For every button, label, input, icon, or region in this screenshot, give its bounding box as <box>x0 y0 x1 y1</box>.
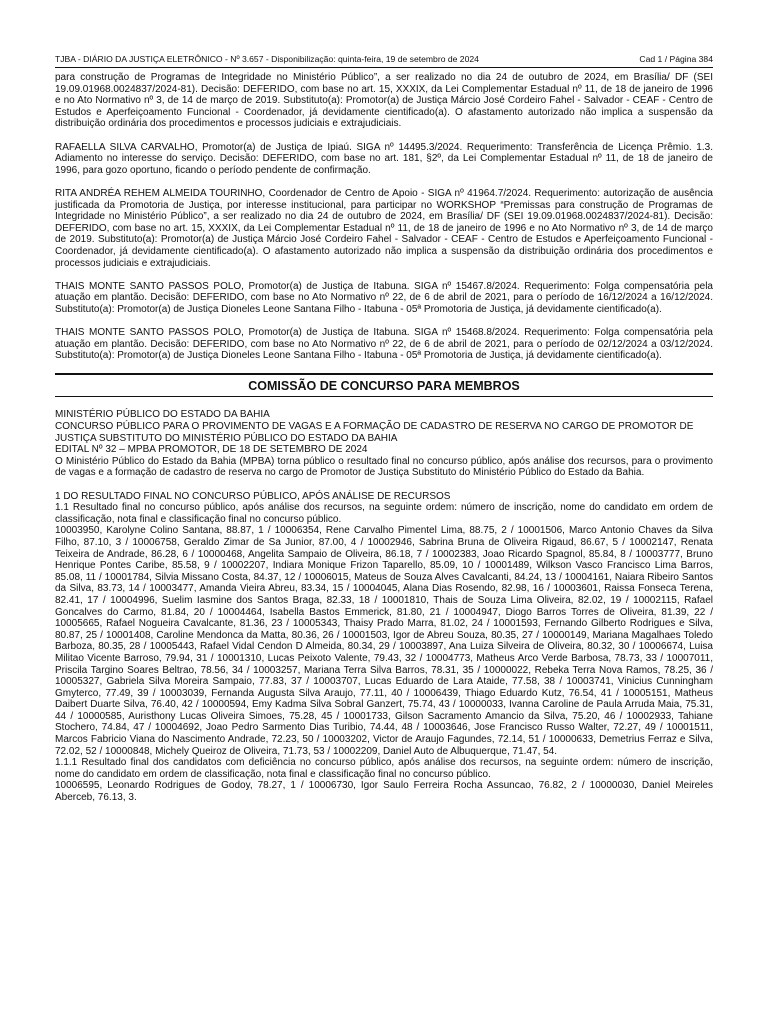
edital-contest: CONCURSO PÚBLICO PARA O PROVIMENTO DE VAGAS E A FORMAÇÃO DE CADASTRO DE RESERVA NO CARGO DE PROMOTOR DE JUSTIÇA SUBSTITUTO DO MINISTÉRIO PÚBLICO DO ESTADO DA BAHIA <box>55 421 694 444</box>
paragraph-continued: para construção de Programas de Integridade no Ministério Público”, a ser realizado no dia 24 de outubro de 2024, em Brasília/ DF (SEI 19.09.01968.0024837/2024-81). Decisão: DEFERIDO, com base no art. 15, XXXIX, da Lei Complementar Estadual nº 11, de 18 de janeiro de 1996 e no Ato Normativo nº 3, de 14 de março de 2019. Substituto(a): Promotor(a) de Justiça Márcio José Cordeiro Fahel - Salvador - CEAF - Centro de Estudos e Aperfeiçoamento Funcional - Coordenador, já devidamente cientificado(a). O afastamento autorizado não implica a suspensão da distribuição ordinária dos procedimentos e processos judiciais e extrajudiciais. <box>55 72 713 130</box>
edital-org: MINISTÉRIO PÚBLICO DO ESTADO DA BAHIA <box>55 409 270 421</box>
page-number: Cad 1 / Página 384 <box>639 54 713 64</box>
section-header <box>55 373 713 397</box>
journal-header: TJBA - DIÁRIO DA JUSTIÇA ELETRÔNICO - Nº 3.657 - Disponibilização: quinta-feira, 19 de setembro de 2024 <box>55 54 479 64</box>
page-header <box>55 52 713 66</box>
pcd-results-list: 10006595, Leonardo Rodrigues de Godoy, 78.27, 1 / 10006730, Igor Saulo Ferreira Rocha Assuncao, 76.82, 2 / 10000030, Daniel Meireles Aberceb, 76.13, 3. <box>55 780 713 804</box>
result-heading: 1 DO RESULTADO FINAL NO CONCURSO PÚBLICO, APÓS ANÁLISE DE RECURSOS <box>55 490 451 502</box>
edital-intro: O Ministério Público do Estado da Bahia (MPBA) torna público o resultado final no concurso público, após análise dos recursos, para o provimento de vagas e a formação de cadastro de reserva no cargo de Promotor de Justiça Substituto do Ministério Público do Estado da Bahia. <box>55 455 713 479</box>
item-1-1: 1.1 Resultado final no concurso público, após análise dos recursos, na seguinte ordem: número de inscrição, nome do candidato em ordem de classificação, nota final e classificação final no concurso público. <box>55 502 713 525</box>
results-list: 10003950, Karolyne Colino Santana, 88.87, 1 / 10006354, Rene Carvalho Pimentel Lima, 88.75, 2 / 10001506, Marco Antonio Chaves da Silva Filho, 87.10, 3 / 10006758, Geraldo Zimar de Sa Junior, 87.00, 4 / 10002946, Sabrina Bruna de Oliveira Rigaud, 86.67, 5 / 10002147, Renata Teixeira de Andrade, 86.28, 6 / 10000468, Angelita Sampaio de Oliveira, 86.18, 7 / 10002383, Joao Ricardo Spagnol, 85.84, 8 / 10003777, Bruno Henrique Pontes Caribe, 85.58, 9 / 10002207, Indiara Monique Frizon Taparello, 85.09, 10 / 10001489, Wilkson Vasco Francisco Lima Barros, 85.08, 11 / 10001784, Silvia Missano Costa, 84.37, 12 / 10006015, Mateus de Souza Alves Cavalcanti, 84.24, 13 / 10004161, Naiara Ribeiro Santos da Silva, 83.73, 14 / 10003477, Amanda Vieira Abreu, 83.34, 15 / 10004045, Alana Dias Rosendo, 82.98, 16 / 10003601, Raissa Fonseca Terena, 82.41, 17 / 10004996, Suelim Iasmine dos Santos Braga, 82.33, 18 / 10001810, Thais de Souza Lima Oliveira, 82.02, 19 / 10002115, Rafael Goncalves do Carmo, 81.84, 20 / 10004464, Isabella Bastos Emmerick, 81.80, 21 / 10004947, Diogo Barros Torres de Oliveira, 81.39, 22 / 10005665, Rafael Nogueira Cavalcante, 81.36, 23 / 10005343, Thaisy Prado Marra, 81.02, 24 / 10001593, Fernando Gilberto Rodrigues e Silva, 80.87, 25 / 10001408, Caroline Mendonca da Matta, 80.36, 26 / 10001503, Igor de Abreu Souza, 80.35, 27 / 10000149, Mariana Magalhaes Toledo Barboza, 80.35, 28 / 10005443, Rafael Vidal Cendon D Almeida, 80.34, 29 / 10003897, Ana Luiza Silveira de Oliveira, 80.32, 30 / 10006674, Luisa Militao Vicente Barroso, 79.94, 31 / 10001310, Lucas Peixoto Valente, 79.43, 32 / 10004773, Matheus Arco Verde Barbosa, 78.73, 33 / 10007011, Priscila Targino Soares Beltrao, 78.56, 34 / 10003257, Mariana Terra Silva Barros, 78.31, 35 / 10000022, Rebeka Terra Nova Ramos, 78.25, 36 / 10005327, Gabriela Silva Moreira Sampaio, 77.83, 37 / 10003707, Lucas Eduardo de Lara Ataide, 77.58, 38 / 10003741, Vinicius Cunningham Gmyterco, 77.49, 39 / 10003039, Fernanda Augusta Silva Araujo, 77.11, 40 / 10006439, Thiago Eduardo Kutz, 76.54, 41 / 10005151, Matheus Daibert Duarte Silva, 76.40, 42 / 10000594, Emy Kadma Silva Sobral Ganzert, 75.74, 43 / 10000033, Ivanna Caroline de Paula Arruda Maia, 75.31, 44 / 10000585, Auristhony Lucas Oliveira Simoes, 75.28, 45 / 10001733, Gilson Sacramento Amancio da Silva, 75.20, 46 / 10002933, Tahiane Stochero, 74.84, 47 / 10004692, Joao Pedro Sarmento Dias Turibio, 74.44, 48 / 10003646, Jose Francisco Russo Walter, 72.27, 49 / 10001511, Marcos Fabricio Viana do Nascimento Andrade, 72.23, 50 / 10003202, Victor de Araujo Fagundes, 72.14, 51 / 10000633, Demetrius Ferraz e Silva, 72.02, 52 / 10000848, Michely Queiroz de Oliveira, 71.73, 53 / 10002209, Daniel Auto de Albuquerque, 71.47, 54. <box>55 525 713 757</box>
item-1-1-1: 1.1.1 Resultado final dos candidatos com deficiência no concurso público, após análise dos recursos, na seguinte ordem: número de inscrição, nome do candidato em ordem de classificação, nota final e classificação final no concurso público. <box>55 757 713 780</box>
paragraph-thais-2: THAIS MONTE SANTO PASSOS POLO, Promotor(a) de Justiça de Itabuna. SIGA nº 15468.8/2024. Requerimento: Folga compensatória pela atuação em plantão. Decisão: DEFERIDO, com base no Ato Normativo nº 22, de 6 de abril de 2021, para o período de 02/12/2024 a 03/12/2024. Substituto(a): Promotor(a) de Justiça Dioneles Leone Santana Filho - Itabuna - 05ª Promotoria de Justiça, já devidamente cientificado(a). <box>55 327 713 362</box>
header-divider <box>55 67 713 68</box>
page-content <box>55 72 713 804</box>
paragraph-rafaella: RAFAELLA SILVA CARVALHO, Promotor(a) de Justiça de Ipiaú. SIGA nº 14495.3/2024. Requerimento: Transferência de Licença Prêmio. 1.3. Adiamento no interesse do serviço. Decisão: DEFERIDO, com base no art. 181, §2º, da Lei Complementar Estadual nº 11, de 18 de janeiro de 1996, para gozo oportuno, ficando o período pendente de confirmação. <box>55 141 713 176</box>
edital-number: EDITAL Nº 32 – MPBA PROMOTOR, DE 18 DE SETEMBRO DE 2024 <box>55 444 368 456</box>
section-title: COMISSÃO DE CONCURSO PARA MEMBROS <box>248 379 520 394</box>
paragraph-rita: RITA ANDRÉA REHEM ALMEIDA TOURINHO, Coordenador de Centro de Apoio - SIGA nº 41964.7/2024. Requerimento: autorização de ausência justificada da Promotoria de Justiça, por interesse institucional, para participar no WORKSHOP “Premissas para construção de Programas de Integridade no Ministério Público”, a ser realizado no dia 24 de outubro de 2024, em Brasília/ DF (SEI 19.09.01968.0024837/2024-81). Decisão: DEFERIDO, com base no art. 15, XXXIX, da Lei Complementar Estadual nº 11, de 18 de janeiro de 1996 e no Ato Normativo nº 3, de 14 de março de 2019. Substituto(a): Promotor(a) de Justiça Márcio José Cordeiro Fahel - Salvador - CEAF - Centro de Estudos e Aperfeiçoamento Funcional - Coordenador, já devidamente cientificado(a). O afastamento autorizado não implica a suspensão da distribuição ordinária dos procedimentos e processos judiciais e extrajudiciais. <box>55 187 713 269</box>
paragraph-thais-1: THAIS MONTE SANTO PASSOS POLO, Promotor(a) de Justiça de Itabuna. SIGA nº 15467.8/2024. Requerimento: Folga compensatória pela atuação em plantão. Decisão: DEFERIDO, com base no Ato Normativo nº 22, de 6 de abril de 2021, para o período de 16/12/2024 a 16/12/2024. Substituto(a): Promotor(a) de Justiça Dioneles Leone Santana Filho - Itabuna - 05ª Promotoria de Justiça, já devidamente cientificado(a). <box>55 280 713 315</box>
